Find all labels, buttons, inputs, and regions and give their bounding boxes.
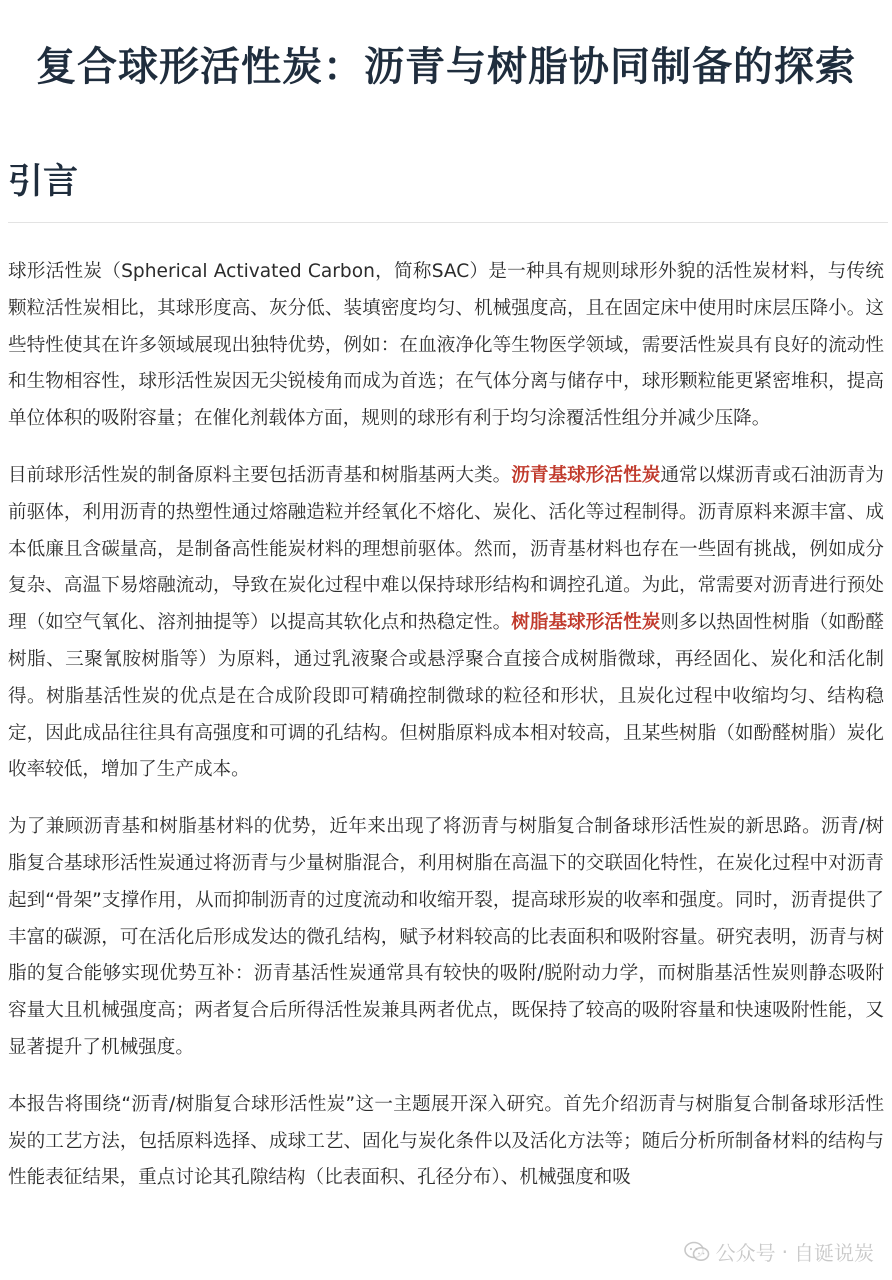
watermark-account-name: 自诞说炭 xyxy=(794,1241,874,1265)
section-heading-introduction: 引言 xyxy=(8,162,79,202)
wechat-icon xyxy=(684,1241,710,1263)
watermark-label: 公众号 xyxy=(715,1241,776,1265)
page-title: 复合球形活性炭：沥青与树脂协同制备的探索 xyxy=(36,44,856,90)
watermark xyxy=(684,1237,874,1266)
highlight-pitch-based-sac: 沥青基球形活性炭 xyxy=(511,464,661,486)
paragraph-2-text-e: 则多以热固性树脂（如酚醛树脂、三聚氰胺树脂等）为原料，通过乳液聚合或悬浮聚合直接合成树脂微球，再经固化、炭化和活化制得。树脂基活性炭的优点是在合成阶段即可精确控制微球的粒径和形状，且炭化过程中收缩均匀、结构稳定，因此成品往往具有高强度和可调的孔结构。但树脂原料成本相对较高，且某些树脂（如酚醛树脂）炭化收率较低，增加了生产成本。 xyxy=(8,612,884,781)
paragraph-1: 球形活性炭（Spherical Activated Carbon，简称SAC）是一种具有规则球形外貌的活性炭材料，与传统颗粒活性炭相比，其球形度高、灰分低、装填密度均匀、机械强度高，且在固定床中使用时床层压降小。这些特性使其在许多领域展现出独特优势，例如：在血液净化等生物医学领域，需要活性炭具有良好的流动性和生物相容性，球形活性炭因无尖锐棱角而成为首选；在气体分离与储存中，球形颗粒能更紧密堆积，提高单位体积的吸附容量；在催化剂载体方面，规则的球形有利于均匀涂覆活性组分并减少压降。 xyxy=(8,261,884,430)
heading-divider xyxy=(8,222,888,223)
paragraph-2 xyxy=(8,458,884,789)
watermark-separator: · xyxy=(781,1239,788,1264)
highlight-resin-based-sac: 树脂基球形活性炭 xyxy=(511,612,661,634)
paragraph-3: 为了兼顾沥青基和树脂基材料的优势，近年来出现了将沥青与树脂复合制备球形活性炭的新思路。沥青/树脂复合基球形活性炭通过将沥青与少量树脂混合，利用树脂在高温下的交联固化特性，在炭化过程中对沥青起到“骨架”支撑作用，从而抑制沥青的过度流动和收缩开裂，提高球形炭的收率和强度。同时，沥青提供了丰富的碳源，可在活化后形成发达的微孔结构，赋予材料较高的比表面积和吸附容量。研究表明，沥青与树脂的复合能够实现优势互补：沥青基活性炭通常具有较快的吸附/脱附动力学，而树脂基活性炭则静态吸附容量大且机械强度高；两者复合后所得活性炭兼具两者优点，既保持了较高的吸附容量和快速吸附性能，又显著提升了机械强度。 xyxy=(8,816,884,1058)
paragraph-2-text-a: 目前球形活性炭的制备原料主要包括沥青基和树脂基两大类。 xyxy=(8,464,512,486)
article-body xyxy=(8,254,884,1217)
paragraph-4: 本报告将围绕“沥青/树脂复合球形活性炭”这一主题展开深入研究。首先介绍沥青与树脂复合制备球形活性炭的工艺方法，包括原料选择、成球工艺、固化与炭化条件以及活化方法等；随后分析所制备材料的结构与性能表征结果，重点讨论其孔隙结构（比表面积、孔径分布）、机械强度和吸 xyxy=(8,1093,884,1189)
paragraph-2-text-c: 通常以煤沥青或石油沥青为前驱体，利用沥青的热塑性通过熔融造粒并经氧化不熔化、炭化、活化等过程制得。沥青原料来源丰富、成本低廉且含碳量高，是制备高性能炭材料的理想前驱体。然而，沥青基材料也存在一些固有挑战，例如成分复杂、高温下易熔融流动，导致在炭化过程中难以保持球形结构和调控孔道。为此，常需要对沥青进行预处理（如空气氧化、溶剂抽提等）以提高其软化点和热稳定性。 xyxy=(8,464,884,634)
